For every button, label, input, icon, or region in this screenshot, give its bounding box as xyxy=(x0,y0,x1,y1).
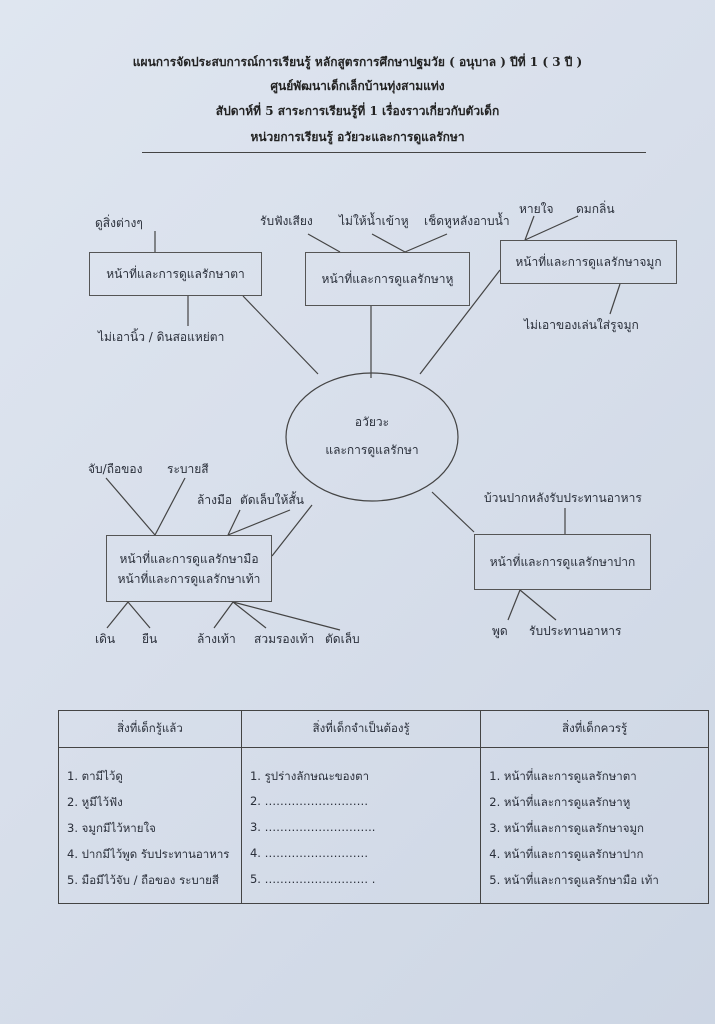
list-item: 1. ตามีไว้ดู xyxy=(67,769,123,783)
leaf-eye-care: ไม่เอานิ้ว / ดินสอแหย่ตา xyxy=(98,330,225,344)
list-item: 1. รูปร่างลักษณะของตา xyxy=(249,769,370,783)
list-item: 5. หน้าที่และการดูแลรักษามือ เท้า xyxy=(489,873,659,887)
node-mouth-label: หน้าที่และการดูแลรักษาปาก xyxy=(489,555,636,569)
leaf-nose-smell: ดมกลิ่น xyxy=(576,202,615,216)
node-hand-label: หน้าที่และการดูแลรักษามือ xyxy=(119,551,259,566)
learning-table xyxy=(58,710,709,904)
week-subject: สัปดาห์ที่ 5 สาระการเรียนรู้ที่ 1 เรื่องราวเกี่ยวกับตัวเด็ก xyxy=(215,104,500,118)
list-item: 4. ปากมีไว้พูด รับประทานอาหาร xyxy=(67,847,230,861)
center-topic-line2: และการดูแลรักษา xyxy=(325,443,419,457)
list-item: 2. ……………………… xyxy=(249,794,369,808)
column-must-know xyxy=(241,748,480,904)
node-ear xyxy=(305,252,470,306)
header-should-know: สิ่งที่เด็กควรรู้ xyxy=(481,711,709,748)
leaf-hand-paint: ระบายสี xyxy=(167,462,209,476)
table-header-row xyxy=(59,711,709,748)
unit-title: หน่วยการเรียนรู้ อวัยวะและการดูแลรักษา xyxy=(250,130,465,144)
leaf-hand-wash: ล้างมือ xyxy=(197,493,233,507)
leaf-foot-walk: เดิน xyxy=(95,632,116,646)
leaf-hand-hold: จับ/ถือของ xyxy=(88,462,143,476)
leaf-eye-see: ดูสิ่งต่างๆ xyxy=(95,216,143,230)
list-item: 2. หน้าที่และการดูแลรักษาหู xyxy=(489,795,631,809)
column-known xyxy=(59,748,242,904)
leaf-mouth-rinse: บ้วนปากหลังรับประทานอาหาร xyxy=(484,491,642,505)
leaf-foot-nails: ตัดเล็บ xyxy=(325,632,360,646)
node-mouth xyxy=(474,534,651,590)
list-item: 5. ……………………… . xyxy=(249,872,376,886)
header-known: สิ่งที่เด็กรู้แล้ว xyxy=(59,711,242,748)
node-ear-label: หน้าที่และการดูแลรักษาหู xyxy=(321,272,454,286)
list-item: 3. หน้าที่และการดูแลรักษาจมูก xyxy=(489,821,645,835)
leaf-mouth-eat: รับประทานอาหาร xyxy=(529,624,622,638)
leaf-nose-care: ไม่เอาของเล่นใส่รูจมูก xyxy=(524,318,639,332)
list-item: 4. ……………………… xyxy=(249,846,369,860)
leaf-hand-nails: ตัดเล็บให้สั้น xyxy=(240,493,304,507)
leaf-mouth-speak: พูด xyxy=(492,624,508,638)
list-item: 3. จมูกมีไว้หายใจ xyxy=(67,821,156,835)
node-nose xyxy=(500,240,677,284)
node-foot-label: หน้าที่และการดูแลรักษาเท้า xyxy=(117,571,261,586)
center-ellipse xyxy=(286,373,458,501)
node-nose-label: หน้าที่และการดูแลรักษาจมูก xyxy=(515,255,662,269)
center-topic-line1: อวัยวะ xyxy=(354,415,390,429)
leaf-ear-listen: รับฟังเสียง xyxy=(260,214,313,228)
leaf-foot-wash: ล้างเท้า xyxy=(197,632,236,646)
table-body-row xyxy=(59,748,709,904)
leaf-ear-water: ไม่ให้น้ำเข้าหู xyxy=(339,214,409,228)
center-name: ศูนย์พัฒนาเด็กเล็กบ้านทุ่งสามแท่ง xyxy=(270,79,445,93)
node-eye xyxy=(89,252,262,296)
list-item: 2. หูมีไว้ฟัง xyxy=(67,795,123,809)
node-hand-foot xyxy=(106,535,272,602)
list-item: 3. ……………………….. xyxy=(249,820,376,834)
list-item: 1. หน้าที่และการดูแลรักษาตา xyxy=(489,769,637,783)
header-must-know: สิ่งที่เด็กจำเป็นต้องรู้ xyxy=(241,711,480,748)
leaf-foot-shoes: สวมรองเท้า xyxy=(254,632,315,646)
list-item: 4. หน้าที่และการดูแลรักษาปาก xyxy=(489,847,644,861)
leaf-foot-stand: ยืน xyxy=(142,632,158,646)
list-item: 5. มือมีไว้จับ / ถือของ ระบายสี xyxy=(67,873,219,887)
leaf-nose-breathe: หายใจ xyxy=(519,202,554,216)
leaf-ear-dry: เช็ดหูหลังอาบน้ำ xyxy=(424,214,510,228)
node-eye-label: หน้าที่และการดูแลรักษาตา xyxy=(106,267,245,281)
plan-title: แผนการจัดประสบการณ์การเรียนรู้ หลักสูตรการศึกษาปฐมวัย ( อนุบาล ) ปีที่ 1 ( 3 ปี ) xyxy=(132,55,583,69)
column-should-know xyxy=(481,748,709,904)
